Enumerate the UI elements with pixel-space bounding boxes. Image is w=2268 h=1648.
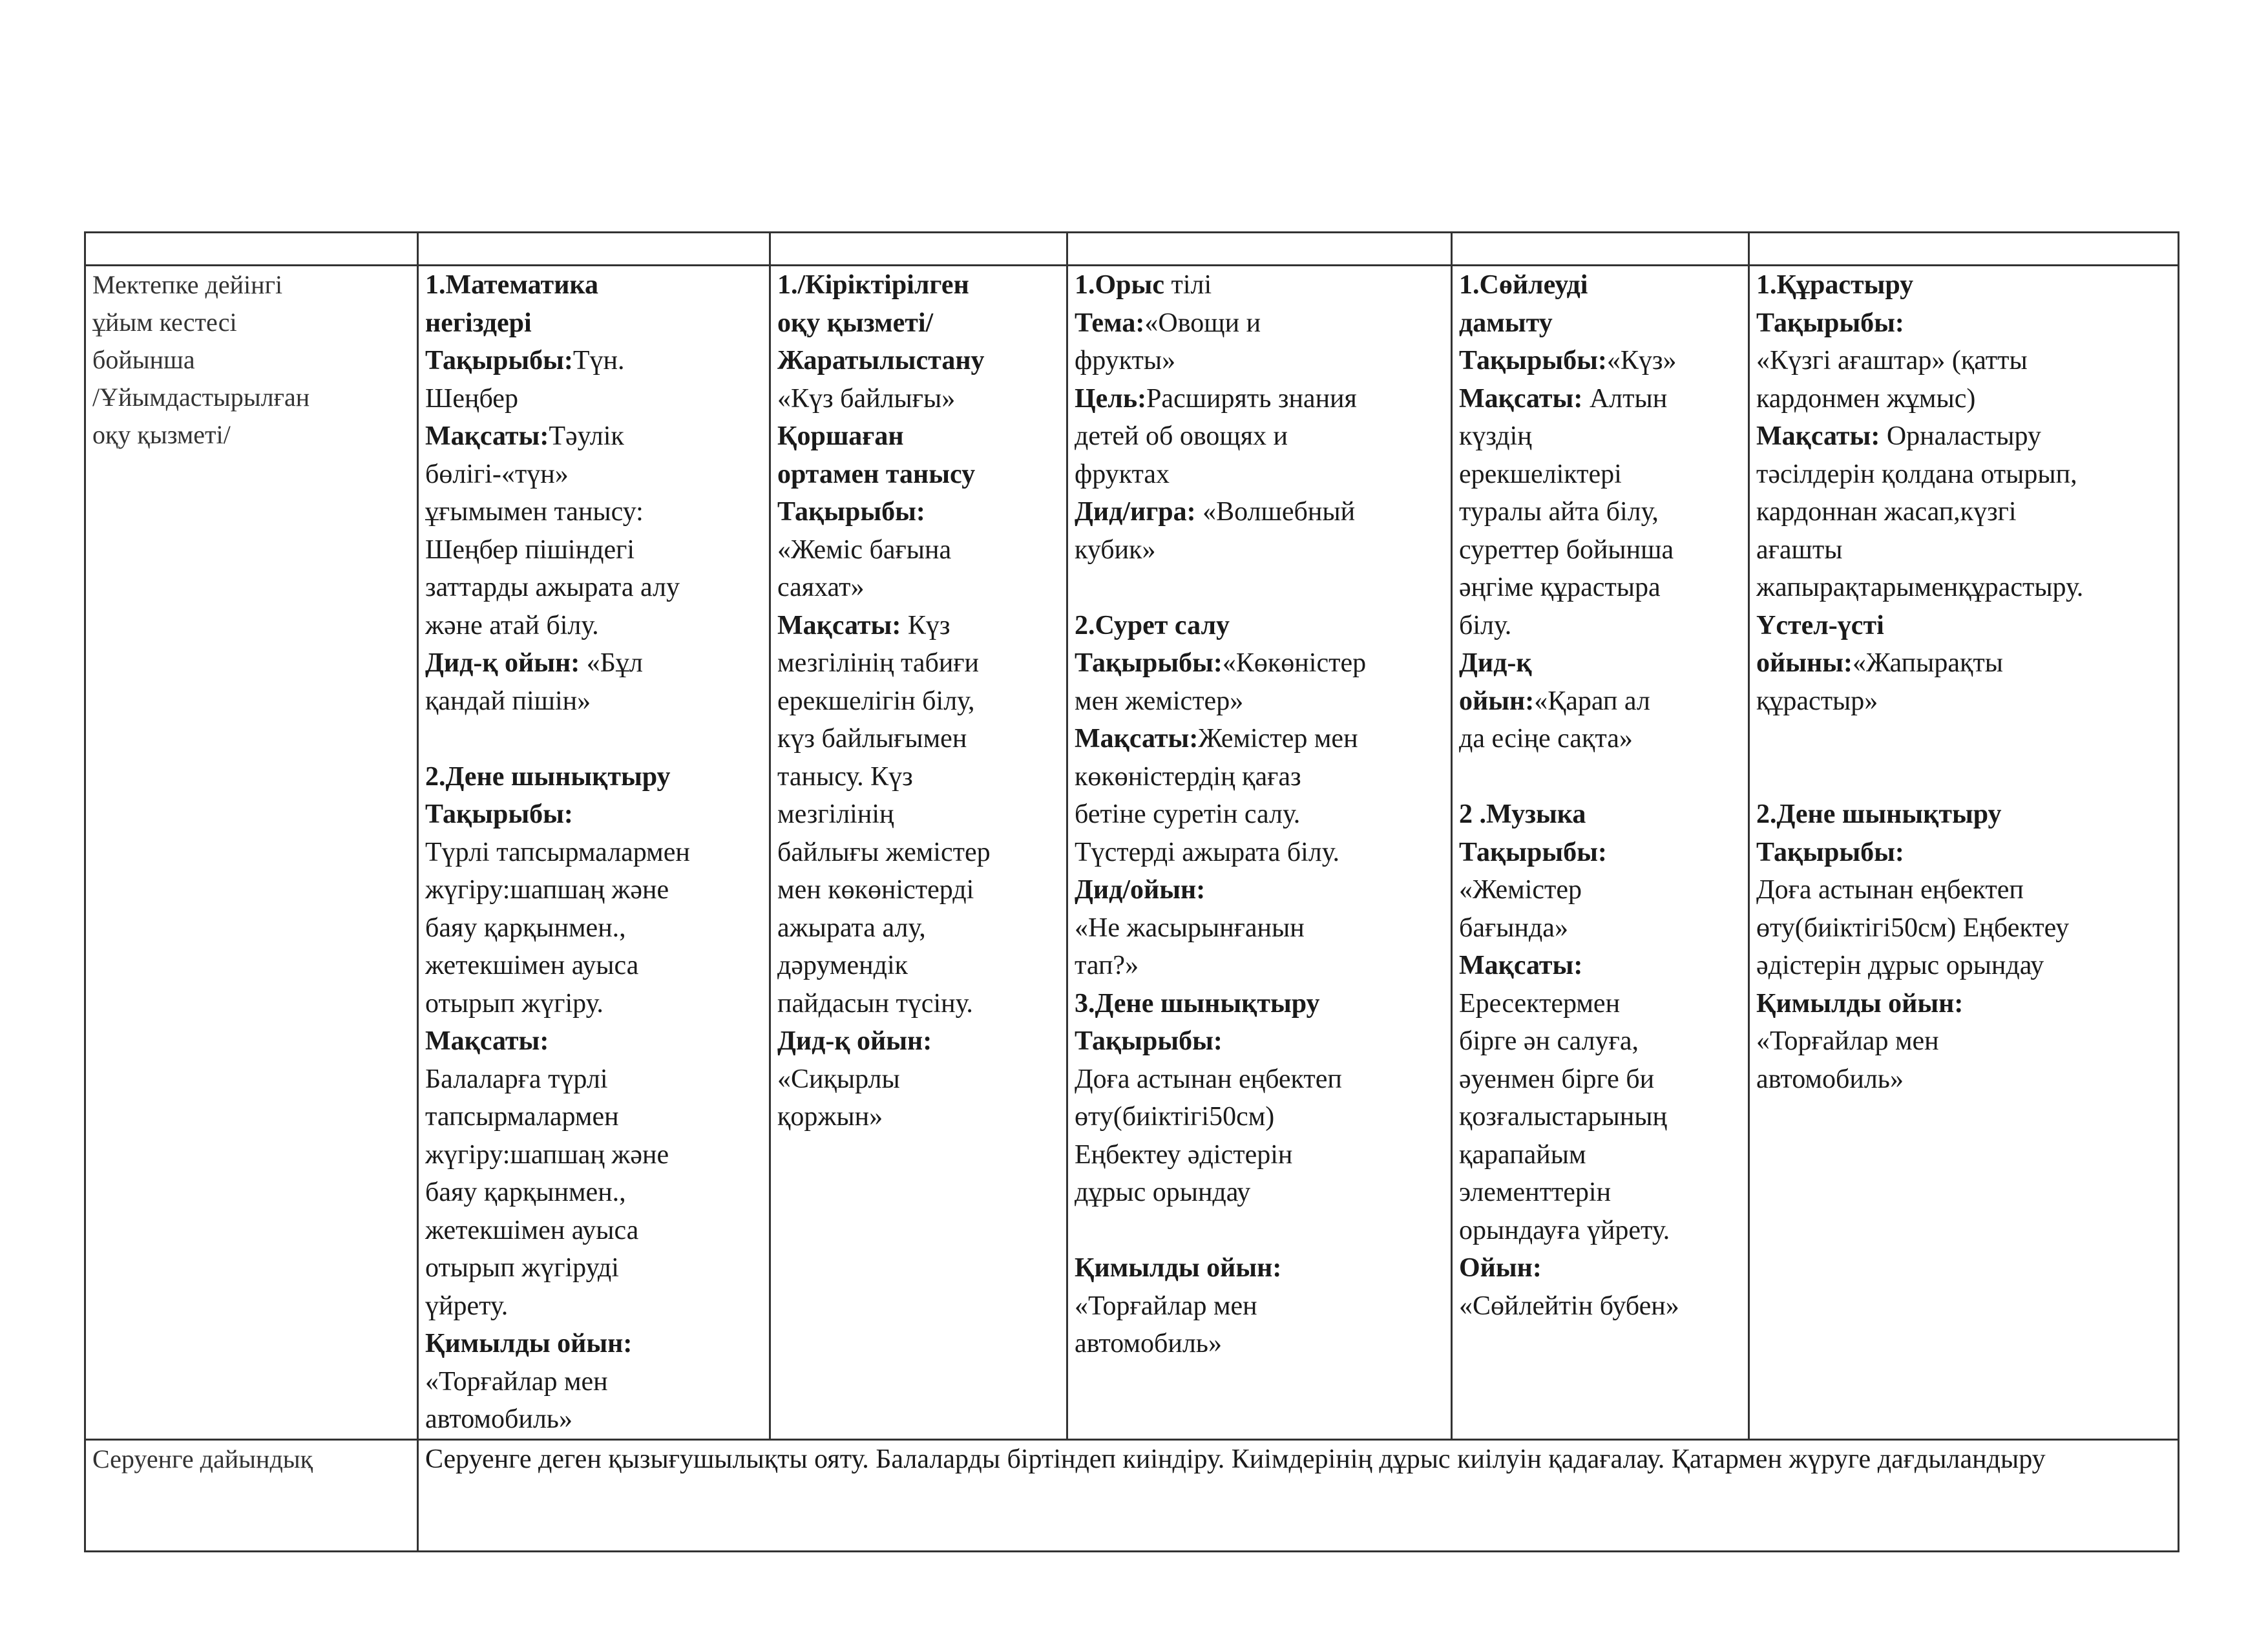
- day-cell-content: [1075, 266, 1444, 1363]
- cell-text: «Жапырақты құрастыр»: [1756, 648, 2003, 716]
- cell-text: «Не жасырынғанын тап?»: [1075, 913, 1305, 980]
- cell-heading: Үстел-үсті ойыны:: [1756, 610, 1884, 678]
- cell-text: «Торғайлар мен автомобиль»: [1756, 1026, 1939, 1094]
- cell-text: тілі: [1171, 270, 1212, 300]
- walk-row-label: [85, 1439, 418, 1551]
- day-cell-3: [1067, 266, 1452, 1440]
- cell-text: «Жеміс бағына саяхат»: [777, 534, 952, 602]
- day-cell-content: [777, 266, 1060, 1136]
- cell-text: Тәулік бөлігі-«түн» ұғымымен танысу: Шеңбер пішіндегі заттарды ажырата алу және атай білу.: [425, 421, 680, 640]
- cell-heading: Қимылды ойын:: [1756, 988, 1964, 1019]
- cell-text: «Күз байлығы»: [777, 383, 956, 414]
- cell-text: Жемістер мен көкөністердің қағаз бетіне суретін салу. Түстерді ажырата білу.: [1075, 724, 1358, 867]
- cell-heading: 2.Дене шынықтыру Тақырыбы:: [425, 761, 671, 829]
- header-cell: [770, 233, 1067, 266]
- cell-heading: 1.Математика негіздері Тақырыбы:: [425, 270, 598, 375]
- cell-text: «Қарап ал да есіңе сақта»: [1459, 686, 1650, 754]
- header-cell: [1452, 233, 1749, 266]
- walk-text-cell: [418, 1439, 2179, 1551]
- cell-heading: Дид-қ ойын:: [1459, 648, 1535, 716]
- cell-text: «Күз»: [1606, 346, 1677, 375]
- cell-text: «Торғайлар мен автомобиль»: [1075, 1291, 1257, 1358]
- cell-heading: Дид/ойын:: [1075, 875, 1206, 905]
- weekly-plan-table: [84, 231, 2179, 1552]
- cell-heading: Қимылды ойын:: [425, 1329, 633, 1358]
- cell-heading: 1.Сөйлеуді дамыту Тақырыбы:: [1459, 270, 1607, 375]
- day-cell-2: [770, 266, 1067, 1440]
- cell-text: «Волшебный кубик»: [1075, 497, 1356, 565]
- header-cell: [85, 233, 418, 266]
- cell-heading: Цель:: [1075, 383, 1147, 414]
- cell-heading: Тема:: [1075, 308, 1145, 338]
- cell-text: «Овощи и фрукты»: [1075, 308, 1261, 375]
- cell-text: «Күзгі ағаштар» (қатты кардонмен жұмыс): [1756, 346, 2028, 414]
- cell-heading: 2.Дене шынықтыру Тақырыбы:: [1756, 799, 2002, 867]
- activities-row: [85, 266, 2179, 1440]
- cell-heading: Дид/игра:: [1075, 497, 1196, 527]
- day-cell-5: [1749, 266, 2179, 1440]
- cell-heading: 2.Сурет салу Тақырыбы:: [1075, 610, 1230, 678]
- row-label-text: Серуенге дайындық: [92, 1444, 313, 1474]
- cell-heading: Қимылды ойын:: [1075, 1253, 1282, 1283]
- row-label-text: Мектепке дейінгі ұйым кестесі бойынша /Ұйымдастырылған оқу қызметі/: [92, 270, 310, 449]
- cell-heading: 1.Орыс: [1075, 270, 1164, 300]
- cell-text: «Сөйлейтін бубен»: [1459, 1291, 1679, 1321]
- cell-heading: 1.Құрастыру Тақырыбы:: [1756, 270, 1914, 338]
- day-cell-content: [1459, 266, 1741, 1325]
- day-cell-content: [425, 266, 762, 1439]
- walk-row: [85, 1439, 2179, 1551]
- day-cell-1: [418, 266, 770, 1440]
- cell-heading: Дид-қ ойын:: [777, 1026, 932, 1056]
- cell-text: «Сиқырлы қоржын»: [777, 1064, 900, 1132]
- activities-row-label: [85, 266, 418, 1440]
- header-cell: [1749, 233, 2179, 266]
- cell-text: Орналастыру тәсілдерін қолдана отырып, кардоннан жасап,күзгі ағашты жапырақтарыменқұрастыру.: [1756, 421, 2084, 602]
- cell-heading: Дид-қ ойын:: [425, 648, 580, 678]
- cell-text: Расширять знания детей об овощях и фруктах: [1075, 383, 1357, 489]
- cell-heading: Мақсаты:: [1459, 951, 1583, 980]
- cell-heading: 3.Дене шынықтыру Тақырыбы:: [1075, 988, 1320, 1056]
- cell-text: Алтын күздің ерекшеліктері туралы айта білу, суреттер бойынша әңгіме құрастыра білу.: [1459, 383, 1674, 640]
- cell-heading: Мақсаты:: [1459, 383, 1583, 414]
- walk-text: Серуенге деген қызығушылықты ояту. Балаларды біртіндеп киіндіру. Киімдерінің дұрыс киілуін қадағалау. Қатармен жүруге дағдыландыру: [425, 1444, 2046, 1474]
- cell-text: Доға астынан еңбектеп өту(биіктігі50см) Еңбектеу әдістерін дұрыс орындау: [1756, 875, 2070, 980]
- cell-text: Түн. Шеңбер: [425, 346, 625, 414]
- cell-text: Балаларға түрлі тапсырмалармен жүгіру:шапшаң және баяу қарқынмен., жетекшімен ауыса отырып жүгіруді үйрету.: [425, 1064, 669, 1321]
- cell-heading: Мақсаты:: [425, 421, 549, 451]
- cell-text: «Жемістер бағында»: [1459, 875, 1582, 943]
- cell-text: Ересектермен бірге ән салуға, әуенмен бірге би қозғалыстарының қарапайым элементтерін орындауға үйрету.: [1459, 988, 1670, 1245]
- header-row: [85, 233, 2179, 266]
- cell-text: «Көкөністер мен жемістер»: [1075, 648, 1367, 716]
- cell-heading: 2 .Музыка Тақырыбы:: [1459, 799, 1607, 867]
- day-cell-4: [1452, 266, 1749, 1440]
- cell-heading: Ойын:: [1459, 1253, 1542, 1283]
- cell-heading: Мақсаты:: [425, 1026, 549, 1056]
- cell-heading: 1./Кіріктірілген оқу қызметі/ Жаратылыстану: [777, 270, 985, 375]
- cell-heading: Мақсаты:: [777, 610, 901, 640]
- header-cell: [418, 233, 770, 266]
- cell-heading: Мақсаты:: [1075, 724, 1199, 754]
- cell-text: «Бұл қандай пішін»: [425, 648, 643, 716]
- cell-heading: Мақсаты:: [1756, 421, 1880, 451]
- cell-heading: Қоршаған ортамен танысу Тақырыбы:: [777, 421, 976, 527]
- header-cell: [1067, 233, 1452, 266]
- cell-text: Түрлі тапсырмалармен жүгіру:шапшаң және баяу қарқынмен., жетекшімен ауыса отырып жүгіру.: [425, 837, 690, 1019]
- cell-text: «Торғайлар мен автомобиль»: [425, 1366, 608, 1434]
- day-cell-content: [1756, 266, 2171, 1098]
- cell-text: Күз мезгілінің табиғи ерекшелігін білу, күз байлығымен танысу. Күз мезгілінің байлығы жемістер мен көкөністерді ажырата алу, дәрумендік пайдасын түсіну.: [777, 610, 991, 1019]
- cell-text: Доға астынан еңбектеп өту(биіктігі50см) Еңбектеу әдістерін дұрыс орындау: [1075, 1064, 1342, 1207]
